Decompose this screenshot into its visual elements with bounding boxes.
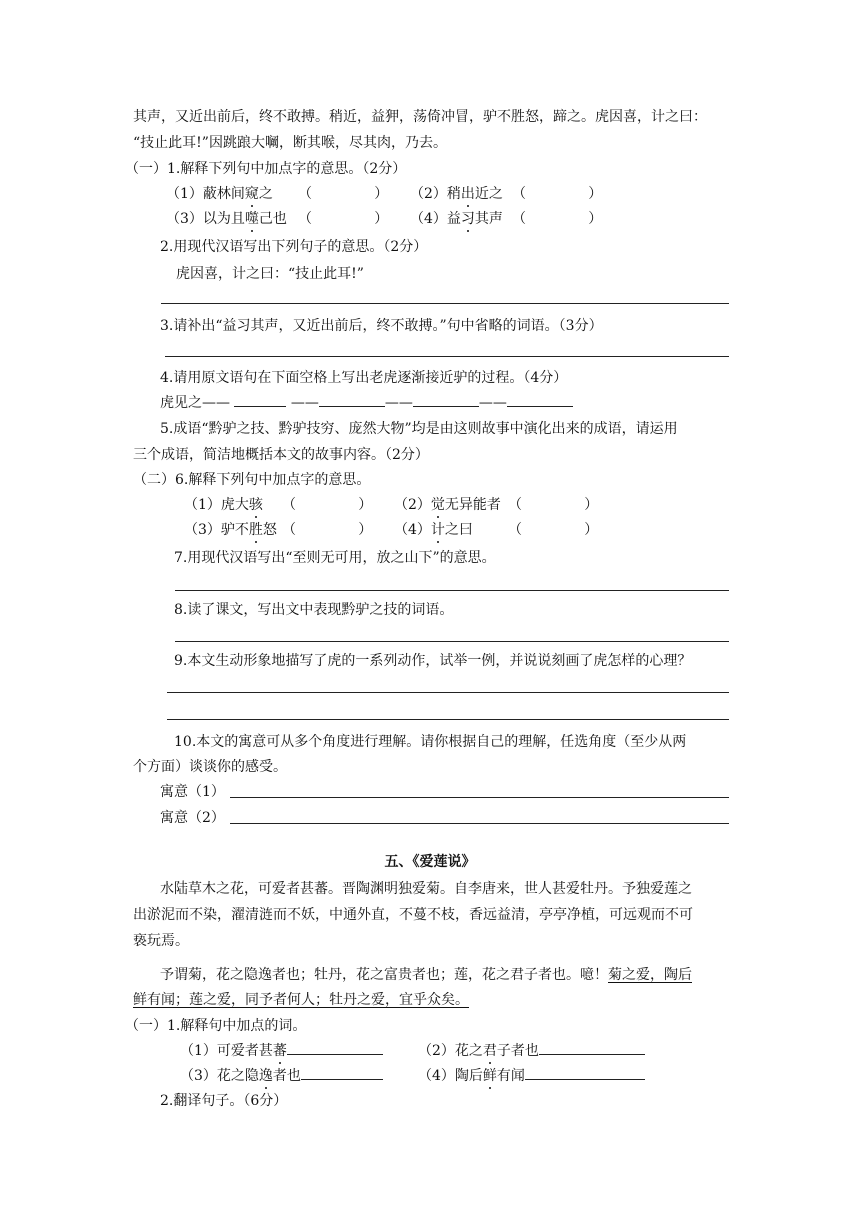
text-fragment: （2） <box>418 1043 455 1059</box>
q12-heading: 2.翻译句子。（6分） <box>160 1093 288 1109</box>
q2-heading: 2.用现代汉语写出下列句子的意思。（2分） <box>160 239 428 255</box>
q3-heading: 3.请补出“益习其声，又近出前后，终不敢搏。”句中省略的词语。（3分） <box>160 318 603 334</box>
dotted-char: 逸 <box>258 1068 273 1084</box>
text-fragment: 有闻 <box>496 1068 525 1084</box>
q1-heading: （一）1.解释下列句中加点字的意思。（2分） <box>125 161 407 177</box>
dotted-char: 觉 <box>430 497 445 513</box>
text-fragment: 虎大 <box>220 497 249 513</box>
blank[interactable] <box>319 394 385 407</box>
text-fragment: —— <box>478 395 507 411</box>
text-fragment: 稍 <box>446 186 461 202</box>
q6-item-1 <box>184 496 263 514</box>
q4-chain <box>160 394 573 412</box>
section-title: 五、《爱莲说》 <box>384 854 476 870</box>
q10-line-2: 个方面）谈谈你的感受。 <box>133 759 287 775</box>
text-fragment: 己也 <box>258 211 287 227</box>
q6-heading: （二）6.解释下列句中加点字的意思。 <box>133 472 371 488</box>
answer-line[interactable] <box>161 303 729 304</box>
q1-item-3 <box>166 210 287 228</box>
answer-line[interactable] <box>175 590 729 591</box>
blank[interactable] <box>413 394 479 407</box>
text-fragment: （2） <box>394 497 431 513</box>
q1-item-4 <box>410 210 503 228</box>
dotted-char: 君 <box>482 1043 497 1059</box>
q11-heading: （一）1.解释句中加点的词。 <box>125 1018 307 1034</box>
answer-line[interactable] <box>167 692 729 693</box>
answer-line[interactable] <box>230 797 729 798</box>
blank[interactable] <box>525 1067 645 1080</box>
text-fragment: （1） <box>180 1043 217 1059</box>
dotted-char: 噬 <box>244 211 259 227</box>
text-fragment: 子者也 <box>496 1043 539 1059</box>
q11-item-4 <box>418 1067 645 1085</box>
blank[interactable] <box>287 1042 383 1055</box>
q8-heading: 8.读了课文，写出文中表现黔驴之技的词语。 <box>174 602 454 618</box>
q7-heading: 7.用现代汉语写出“至则无可用，放之山下”的意思。 <box>174 550 496 566</box>
dotted-char: 窥 <box>244 186 259 202</box>
text-fragment: 近之 <box>474 186 503 202</box>
text-fragment: （4） <box>394 522 431 538</box>
text-fragment: 虎见之—— <box>160 395 230 411</box>
text-fragment: 以为且 <box>202 211 245 227</box>
q11-item-3 <box>180 1067 383 1085</box>
q4-heading: 4.请用原文语句在下面空格上写出老虎逐渐接近驴的过程。（4分） <box>160 370 568 386</box>
answer-line[interactable] <box>167 719 729 720</box>
answer-line[interactable] <box>165 356 729 357</box>
q1-answer-4: （ ） <box>512 211 603 227</box>
dotted-char: 骇 <box>248 497 263 513</box>
dotted-char: 习 <box>460 211 475 227</box>
text-fragment: 益 <box>446 211 461 227</box>
lotus-para-2-line-2 <box>133 991 469 1009</box>
text-fragment: （3） <box>180 1068 217 1084</box>
lotus-para-1-line-2: 出淤泥而不染，濯清涟而不妖，中通外直，不蔓不枝，香远益清，亭亭净植，可远观而不可 <box>133 907 693 923</box>
text-fragment: （2） <box>410 186 447 202</box>
text-fragment: 花之 <box>454 1043 483 1059</box>
q1-answer-1: （ ） <box>298 186 389 202</box>
q5-line-2: 三个成语，简洁地概括本文的故事内容。（2分） <box>133 447 429 463</box>
blank[interactable] <box>301 1067 383 1080</box>
underlined-sentence: 菊之爱，陶后 <box>608 967 692 983</box>
text-fragment: 花之隐 <box>216 1068 259 1084</box>
dotted-char: 鲜 <box>482 1068 497 1084</box>
text-fragment: （4） <box>410 211 447 227</box>
text-fragment: （3） <box>184 522 221 538</box>
text-fragment: 无异能者 <box>444 497 501 513</box>
dotted-char: 计 <box>430 522 445 538</box>
q11-item-2 <box>418 1042 645 1060</box>
blank[interactable] <box>507 394 573 407</box>
text-fragment: 陶后 <box>454 1068 483 1084</box>
q10-line-1: 10.本文的寓意可从多个角度进行理解。请你根据自己的理解，任选角度（至少从两 <box>174 734 687 750</box>
text-fragment: （1） <box>184 497 221 513</box>
answer-line[interactable] <box>230 823 729 824</box>
lotus-para-1-line-1: 水陆草木之花，可爱者甚蕃。晋陶渊明独爱菊。自李唐来，世人甚爱牡丹。予独爱莲之 <box>160 881 692 897</box>
q6-item-4 <box>394 521 473 539</box>
q2-sentence: 虎因喜，计之曰：“技止此耳!” <box>176 266 364 282</box>
text-fragment: 其声 <box>474 211 503 227</box>
q10-label-2: 寓意（2） <box>160 810 225 826</box>
text-fragment: 可爱者甚 <box>216 1043 273 1059</box>
q6-answer-3: （ ） <box>282 522 373 538</box>
q1-item-1 <box>166 185 273 203</box>
text-fragment: （1） <box>166 186 203 202</box>
passage-line-2: “技止此耳!”因跳踉大㘎，断其喉，尽其肉，乃去。 <box>133 135 447 151</box>
q6-answer-4: （ ） <box>508 522 599 538</box>
text-fragment: 怒 <box>262 522 277 538</box>
text-fragment: 蔽林间 <box>202 186 245 202</box>
q1-item-2 <box>410 185 503 203</box>
text-fragment: —— <box>384 395 413 411</box>
passage-line-1: 其声，又近出前后，终不敢搏。稍近，益狎，荡倚冲冒，驴不胜怒，蹄之。虎因喜，计之曰： <box>133 109 707 125</box>
q10-label-1: 寓意（1） <box>160 784 225 800</box>
q5-line-1: 5.成语“黔驴之技、黔驴技穷、庞然大物”均是由这则故事中演化出来的成语，请运用 <box>160 421 678 437</box>
text-fragment: （3） <box>166 211 203 227</box>
lotus-para-1-line-3: 亵玩焉。 <box>133 933 189 949</box>
text-fragment: （4） <box>418 1068 455 1084</box>
answer-line[interactable] <box>175 641 729 642</box>
dotted-char: 蕃 <box>272 1043 287 1059</box>
underlined-sentence: 鲜有闻；莲之爱，同予者何人；牡丹之爱，宜乎众矣。 <box>133 992 469 1008</box>
dotted-char: 胜 <box>248 522 263 538</box>
text-fragment: —— <box>290 395 319 411</box>
q9-heading: 9.本文生动形象地描写了虎的一系列动作，试举一例，并说说刻画了虎怎样的心理？ <box>174 653 692 669</box>
blank[interactable] <box>539 1042 645 1055</box>
text-fragment: 之 <box>258 186 273 202</box>
q1-answer-2: （ ） <box>512 186 603 202</box>
q6-item-3 <box>184 521 277 539</box>
blank[interactable] <box>234 394 286 407</box>
dotted-char: 出 <box>460 186 475 202</box>
q1-answer-3: （ ） <box>298 211 389 227</box>
q11-item-1 <box>180 1042 383 1060</box>
q6-answer-2: （ ） <box>508 497 599 513</box>
text-fragment: 驴不 <box>220 522 249 538</box>
text-fragment: 之曰 <box>444 522 473 538</box>
lotus-para-2-line-1 <box>160 966 692 984</box>
q6-item-2 <box>394 496 501 514</box>
text-fragment: 予谓菊，花之隐逸者也；牡丹，花之富贵者也；莲，花之君子者也。噫！ <box>160 967 608 983</box>
text-fragment: 者也 <box>272 1068 301 1084</box>
q6-answer-1: （ ） <box>282 497 373 513</box>
